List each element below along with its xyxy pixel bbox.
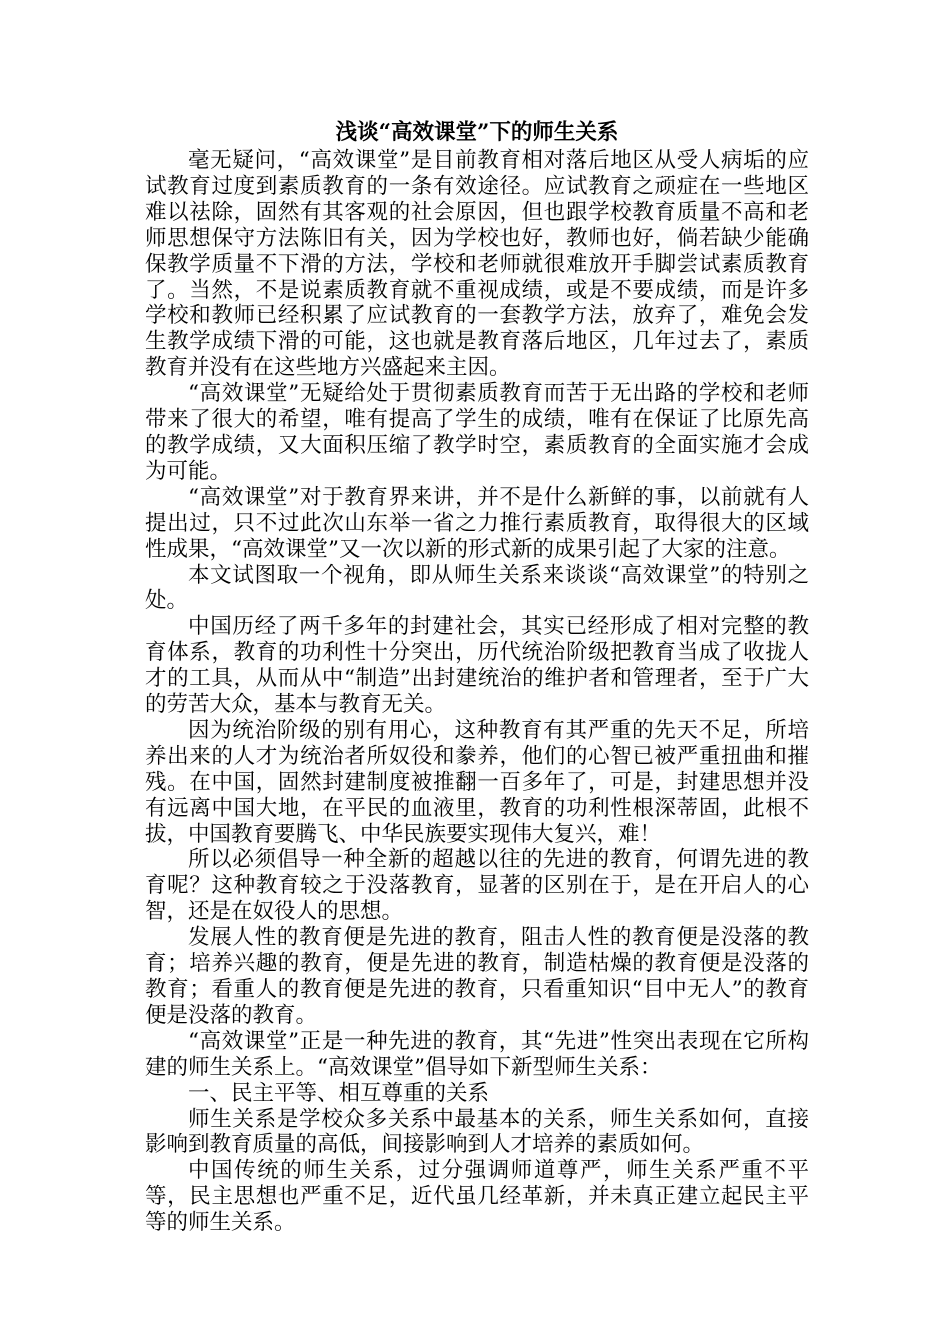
section-heading: 一、民主平等、相互尊重的关系 (188, 1080, 490, 1106)
paragraph: 师生关系是学校众多关系中最基本的关系，师生关系如何，直接影响到教育质量的高低，间接影响到人才培养的素质如何。 (145, 1106, 809, 1158)
paragraph: 毫无疑问，“高效课堂”是目前教育相对落后地区从受人病垢的应试教育过度到素质教育的一条有效途径。应试教育之顽症在一些地区难以祛除，固然有其客观的社会原因，但也跟学校教育质量不高和老师思想保守方法陈旧有关，因为学校也好，教师也好，倘若缺少能确保教学质量不下滑的方法，学校和老师就很难放开手脚尝试素质教育了。当然，不是说素质教育就不重视成绩，或是不要成绩，而是许多学校和教师已经积累了应试教育的一套教学方法，放弃了，难免会发生教学成绩下滑的可能，这也就是教育落后地区，几年过去了，素质教育并没有在这些地方兴盛起来主因。 (145, 148, 809, 381)
paragraph: 本文试图取一个视角，即从师生关系来谈谈“高效课堂”的特别之处。 (145, 562, 809, 614)
paragraph: 发展人性的教育便是先进的教育，阻击人性的教育便是没落的教育；培养兴趣的教育，便是先进的教育，制造枯燥的教育便是没落的教育；看重人的教育便是先进的教育，只看重知识“目中无人”的教育便是没落的教育。 (145, 925, 809, 1028)
paragraph: 因为统治阶级的别有用心，这种教育有其严重的先天不足，所培养出来的人才为统治者所奴役和豢养，他们的心智已被严重扭曲和摧残。在中国，固然封建制度被推翻一百多年了，可是，封建思想并没有远离中国大地，在平民的血液里，教育的功利性根深蒂固，此根不拔，中国教育要腾飞、中华民族要实现伟大复兴，难！ (145, 717, 809, 847)
paragraph: “高效课堂”无疑给处于贯彻素质教育而苦于无出路的学校和老师带来了很大的希望，唯有提高了学生的成绩，唯有在保证了比原先高的教学成绩，又大面积压缩了教学时空，素质教育的全面实施才会成为可能。 (145, 381, 809, 484)
paragraph: 所以必须倡导一种全新的超越以往的先进的教育，何谓先进的教育呢？这种教育较之于没落教育，显著的区别在于，是在开启人的心智，还是在奴役人的思想。 (145, 847, 809, 925)
document-title: 浅谈“高效课堂”下的师生关系 (335, 120, 619, 145)
paragraph: 中国历经了两千多年的封建社会，其实已经形成了相对完整的教育体系，教育的功利性十分突出，历代统治阶级把教育当成了收拢人才的工具，从而从中“制造”出封建统治的维护者和管理者，至于广大的劳苦大众，基本与教育无关。 (145, 614, 809, 718)
paragraph: “高效课堂”对于教育界来讲，并不是什么新鲜的事，以前就有人提出过，只不过此次山东举一省之力推行素质教育，取得很大的区域性成果，“高效课堂”又一次以新的形式新的成果引起了大家的注意。 (145, 484, 809, 562)
paragraph: 中国传统的师生关系，过分强调师道尊严，师生关系严重不平等，民主思想也严重不足，近代虽几经革新，并未真正建立起民主平等的师生关系。 (145, 1158, 809, 1236)
paragraph: “高效课堂”正是一种先进的教育，其“先进”性突出表现在它所构建的师生关系上。“高效课堂”倡导如下新型师生关系： (145, 1028, 809, 1080)
document-page (145, 120, 809, 1236)
